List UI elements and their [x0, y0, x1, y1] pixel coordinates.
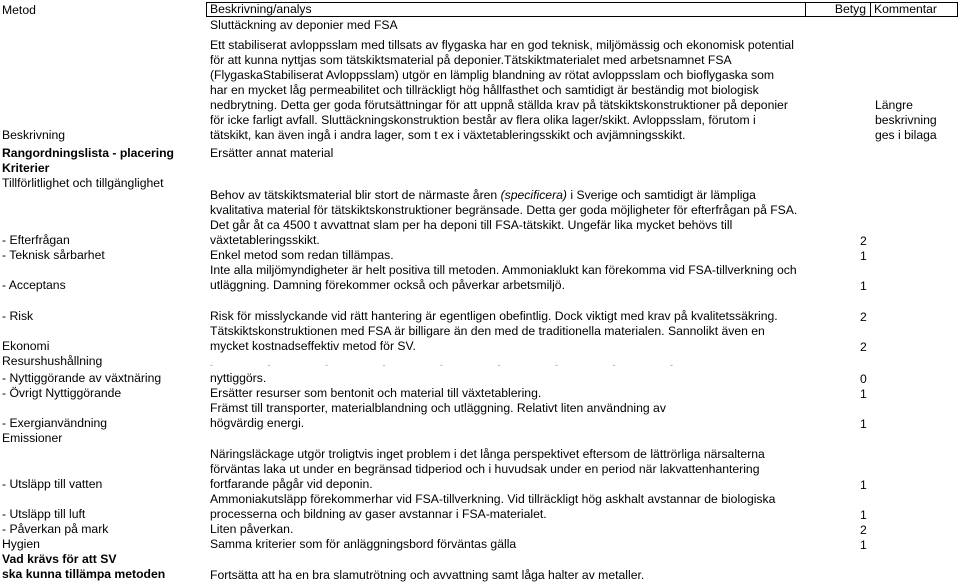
vatten-text: fortfarande pågår vid deponin.	[210, 477, 373, 491]
score-teknisk: 1	[860, 249, 867, 263]
label-vatten: - Utsläpp till vatten	[2, 477, 103, 491]
efterfragan-text: kvalitativa material för tätskiktskonstruktioner begränsade. Detta ger goda möjligheter för efterfrågan på FSA.	[210, 203, 798, 217]
mark-text: Liten påverkan.	[210, 522, 294, 536]
score-hygien: 1	[860, 538, 867, 552]
score-nyttiggorande: 0	[860, 372, 867, 386]
score-luft: 1	[860, 508, 867, 522]
label-efterfragan: - Efterfrågan	[2, 233, 70, 247]
score-ovrigt: 1	[860, 387, 867, 401]
header-kommentar: Kommentar	[870, 2, 958, 17]
comment-line: beskrivning	[875, 113, 937, 127]
efterfragan-text: Behov av tätskiktsmaterial blir stort de närmaste åren (specificera) i Sverige och samtidigt är lämpliga	[210, 188, 756, 202]
label-exergi: - Exergianvändning	[2, 416, 108, 430]
vatten-text: Näringsläckage utgör troligtvis inget problem i det långa perspektivet eftersom de lättrörliga närsalterna	[210, 447, 765, 461]
acceptans-text: utläggning. Damning förekommer också och påverkar arbetsmiljö.	[210, 278, 565, 292]
description-line: för icke farligt avfall. Sluttäckningskonstruktion består av flera olika lager/skikt. Avloppsslam, förutom i	[210, 113, 756, 127]
label-resurs: Resurshushållning	[2, 354, 103, 368]
vad-kravs-text: Fortsätta att ha en bra slamutrötning och avvattning samt låga halter av metaller.	[210, 568, 645, 582]
efterfragan-text: Det går åt ca 4500 t avvattnat slam per ha deponi till FSA-tätskikt. Ungefär lika mycket behövs till	[210, 218, 733, 232]
score-efterfragan: 2	[860, 234, 867, 248]
label-emissioner: Emissioner	[2, 431, 63, 445]
label-risk: - Risk	[2, 309, 34, 323]
label-vad-kravs: ska kunna tillämpa metoden	[2, 567, 166, 581]
ekonomi-text: Tätskiktskonstruktionen med FSA är billigare än den med de traditionella materialen. Sannolikt även en	[210, 324, 765, 338]
description-line: för att kunna nyttjas som tätskiktsmaterial på deponier.Tätskiktmaterialet med arbetsnamnet FSA	[210, 53, 732, 67]
resurs-ghost-text: - - - - - - - - -	[210, 360, 699, 370]
score-acceptans: 1	[860, 279, 867, 293]
label-vad-kravs: Vad krävs för att SV	[2, 552, 117, 566]
hygien-text: Samma kriterier som för anläggningsbord förväntas gälla	[210, 537, 517, 551]
description-line: Ett stabiliserat avloppsslam med tillsats av flygaska har en god teknisk, miljömässig och ekonomisk potential	[210, 38, 794, 52]
label-beskrivning: Beskrivning	[2, 128, 65, 142]
label-nyttiggorande: - Nyttiggörande av växtnäring	[2, 371, 162, 385]
header-metod: Metod	[2, 3, 36, 17]
method-title: Sluttäckning av deponier med FSA	[210, 18, 398, 32]
header-betyg: Betyg	[805, 2, 871, 17]
label-ovrigt: - Övrigt Nyttiggörande	[2, 386, 122, 400]
label-acceptans: - Acceptans	[2, 278, 66, 292]
label-rangordning: Rangordningslista - placering	[2, 146, 174, 160]
risk-text: Risk för misslyckande vid rätt hantering är egentligen obefintlig. Dock viktigt med krav på kvalitetssäkring.	[210, 309, 778, 323]
description-line: tätskikt, kan även ingå i andra lager, som t ex i växtetableringsskikt och avjämningsskikt.	[210, 128, 686, 142]
vatten-text: förväntas laka ut under en begränsad tidperiod och i huvudsak under en period när lakvattenhantering	[210, 462, 760, 476]
label-mark: - Påverkan på mark	[2, 522, 109, 536]
description-line: nedbrytning. Detta ger goda förutsättningar för att uppnå ställda krav på tätskiktskonstruktioner på deponier	[210, 98, 788, 112]
ekonomi-text: mycket kostnadseffektiv metod för SV.	[210, 339, 416, 353]
luft-text: processerna och bildning av gaser avstannar i FSA-materialet.	[210, 507, 547, 521]
label-teknisk: - Teknisk sårbarhet	[2, 248, 105, 262]
score-exergi: 1	[860, 417, 867, 431]
description-line: (FlygaskaStabiliserat Avloppsslam) utgör en lämplig blandning av rötat avloppsslam och bioflygaska som	[210, 68, 775, 82]
score-vatten: 1	[860, 478, 867, 492]
efterfragan-text: växtetableringsskikt.	[210, 233, 320, 247]
exergi-text: Främst till transporter, materialblandning och utläggning. Relativt liten användning av	[210, 401, 666, 415]
label-luft: - Utsläpp till luft	[2, 507, 86, 521]
ovrigt-text: Ersätter resurser som bentonit och material till växtetablering.	[210, 386, 542, 400]
header-beskrivning-analys: Beskrivning/analys	[206, 2, 806, 17]
exergi-text: högvärdig energi.	[210, 416, 305, 430]
label-ekonomi: Ekonomi	[2, 339, 50, 353]
acceptans-text: Inte alla miljömyndigheter är helt positiva till metoden. Ammoniaklukt kan förekomma vid FSA-tillverkning och	[210, 263, 797, 277]
nyttiggorande-text: nyttiggörs.	[210, 371, 267, 385]
label-tillforlitlighet: Tillförlitlighet och tillgänglighet	[2, 176, 164, 190]
comment-line: Längre	[875, 98, 913, 112]
score-ekonomi: 2	[860, 340, 867, 354]
rangordning-text: Ersätter annat material	[210, 146, 334, 160]
comment-line: ges i bilaga	[875, 128, 937, 142]
label-hygien: Hygien	[2, 537, 40, 551]
score-mark: 2	[860, 523, 867, 537]
teknisk-text: Enkel metod som redan tillämpas.	[210, 248, 394, 262]
label-kriterier: Kriterier	[2, 161, 50, 175]
luft-text: Ammoniakutsläpp förekommerhar vid FSA-tillverkning. Vid tillräckligt hög askhalt avstannar de biologiska	[210, 492, 776, 506]
score-risk: 2	[860, 310, 867, 324]
description-line: har en mycket låg permeabilitet och tillräckligt hög hållfasthet och samtidigt är beständig mot biologisk	[210, 83, 759, 97]
